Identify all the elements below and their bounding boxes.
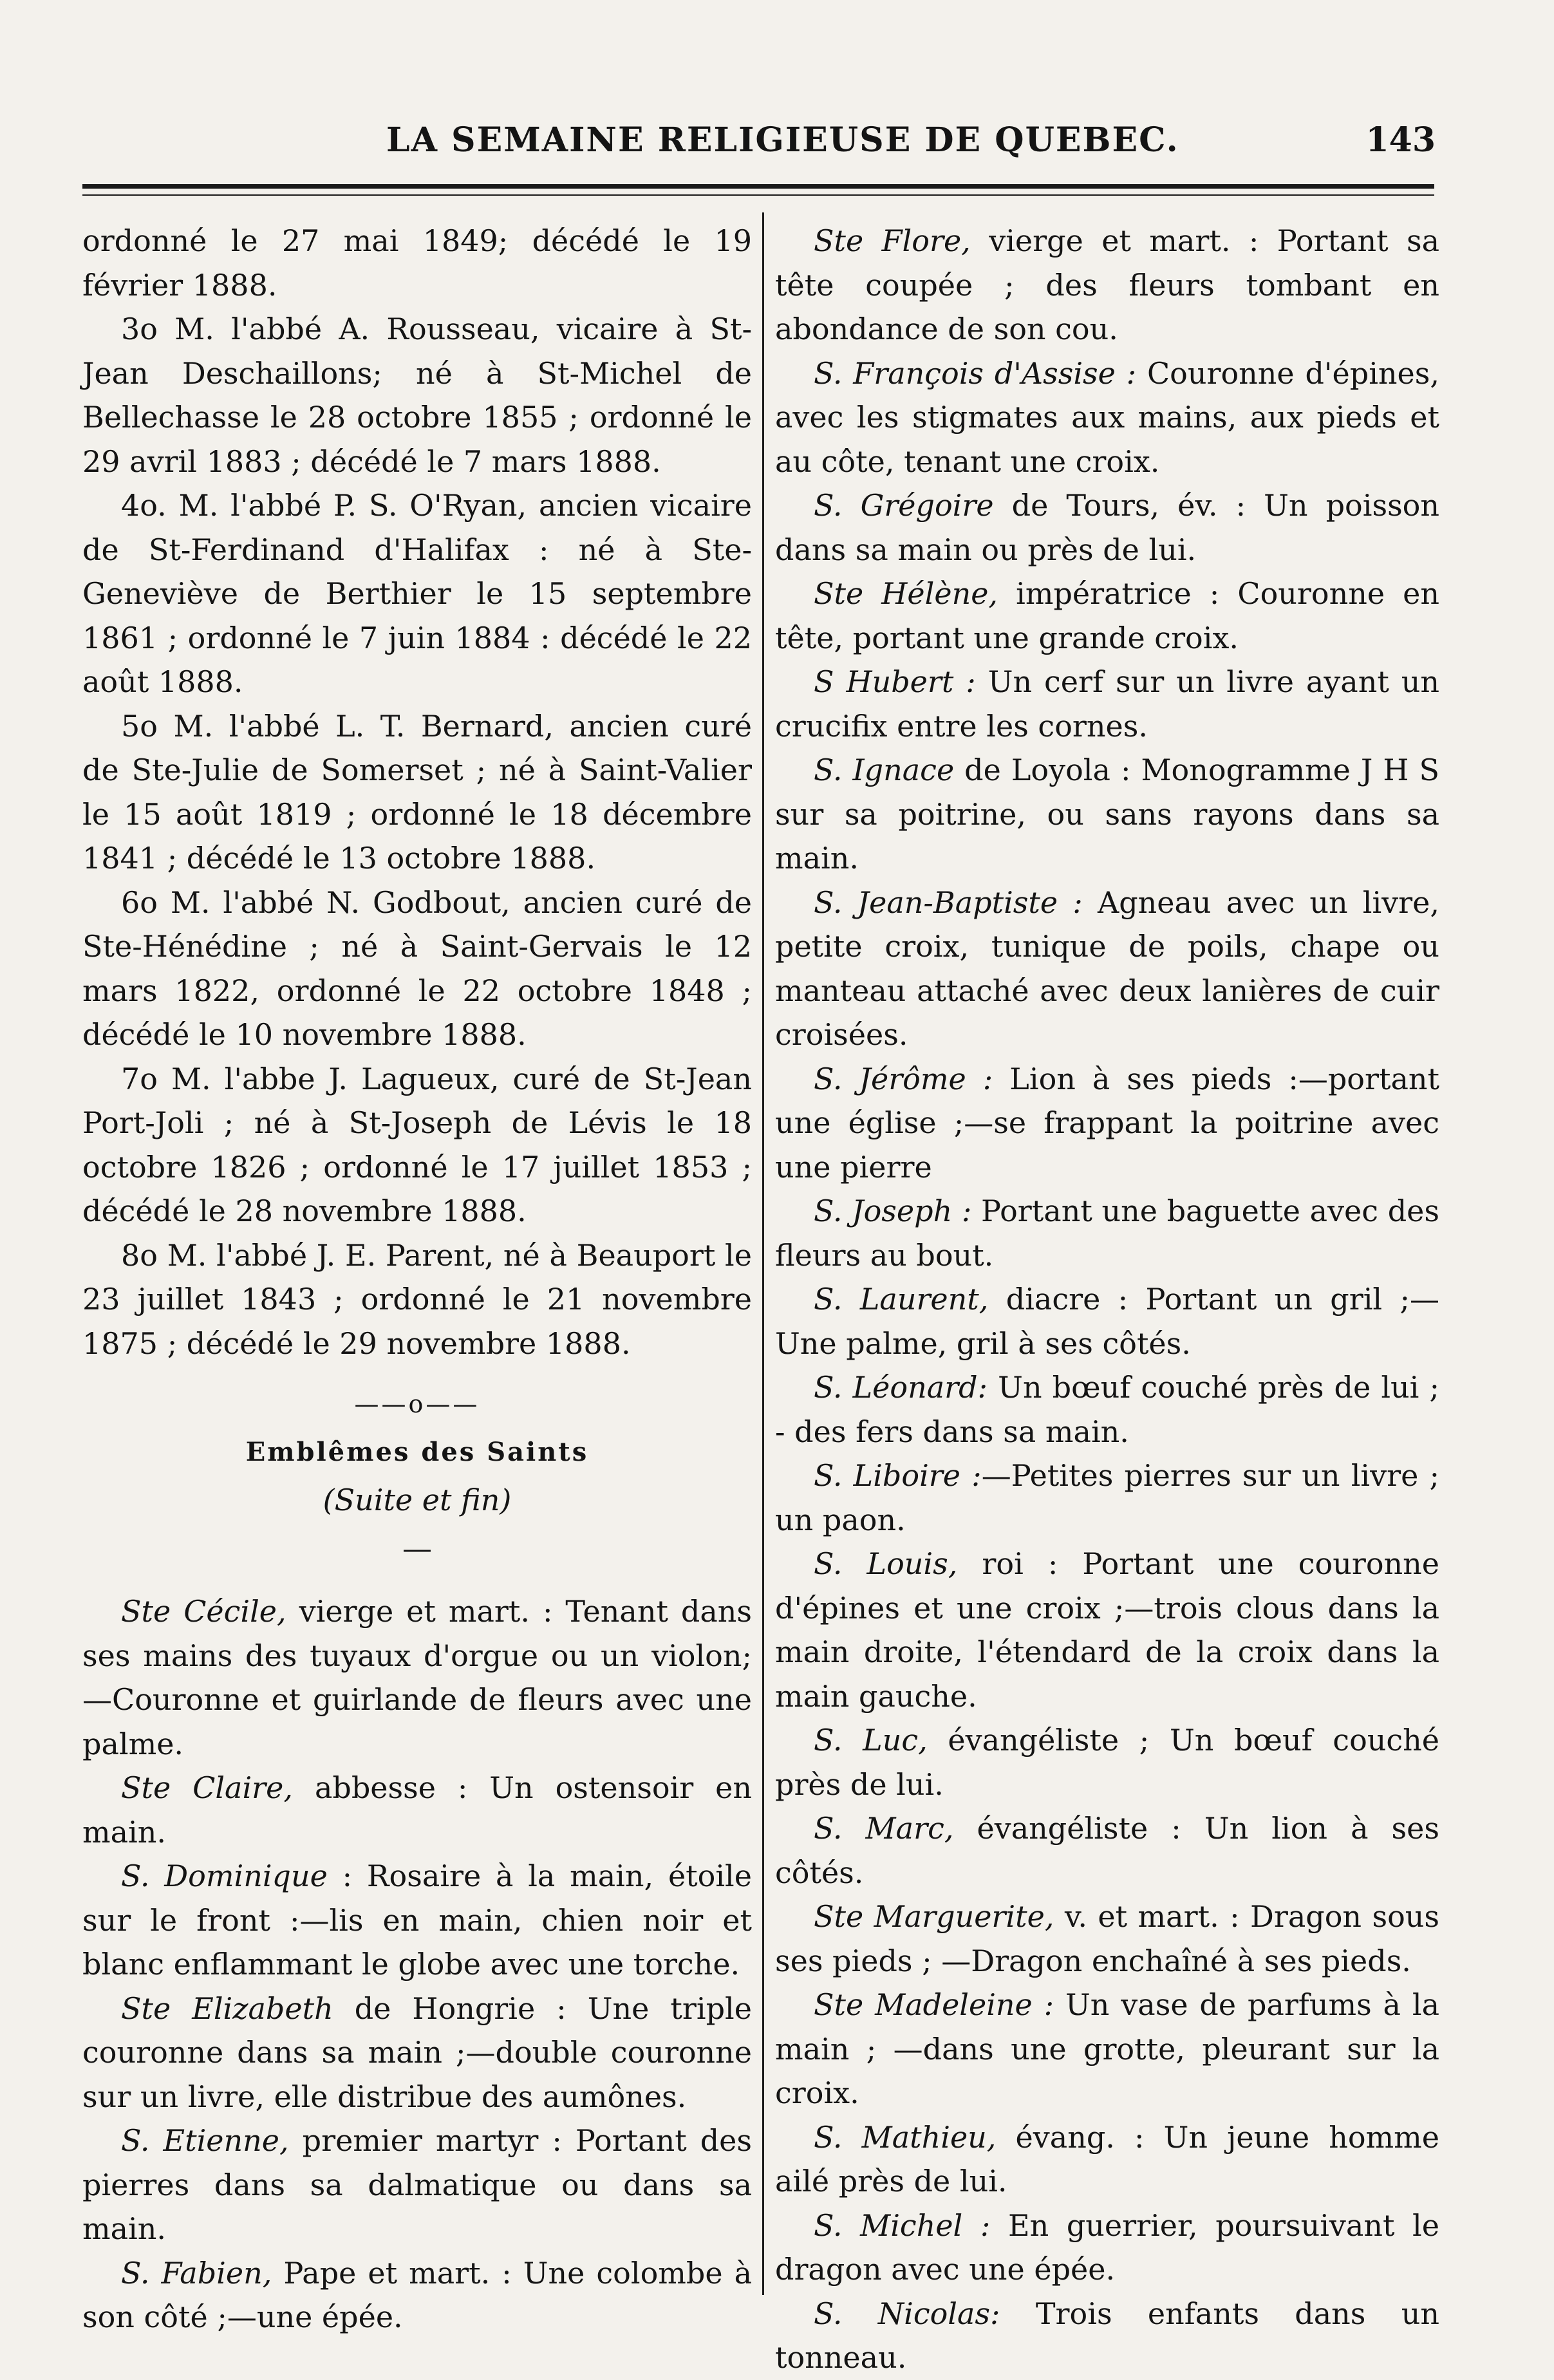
- saint-emblem: v. et mart. : Dragon sous ses pieds ; —Dragon enchaîné à ses pieds.: [775, 1899, 1439, 1978]
- saint-emblem: : Rosaire à la main, étoile sur le front :—lis en main, chien noir et blanc enflammant le globe avec une torche.: [82, 1859, 752, 1982]
- saint-name: S. Mathieu,: [814, 2119, 997, 2155]
- saint-name: Ste Hélène,: [814, 576, 998, 611]
- saint-emblem: impératrice : Couronne en tête, portant une grande croix.: [775, 576, 1439, 655]
- saint-entry: [775, 1983, 1439, 2115]
- saint-entry: [775, 2115, 1439, 2204]
- saint-entry: [775, 660, 1439, 748]
- saint-name: S. Marc,: [814, 1811, 954, 1846]
- saint-name: Ste Cécile,: [121, 1594, 286, 1629]
- saint-name: S. Léonard:: [814, 1370, 988, 1405]
- saint-name: S. Nicolas:: [814, 2296, 1000, 2331]
- saint-entry: [775, 1895, 1439, 1983]
- saint-emblem: En guerrier, poursuivant le dragon avec une épée.: [775, 2207, 1439, 2287]
- saint-name: S. Etienne,: [121, 2123, 289, 2158]
- saint-emblem: Un cerf sur un livre ayant un crucifix entre les cornes.: [775, 664, 1439, 744]
- saint-emblem: premier martyr : Portant des pierres dans sa dalmatique ou dans sa main.: [82, 2123, 753, 2246]
- saint-name: S. Liboire :: [814, 1458, 982, 1493]
- obituary-paragraph: 4o. M. l'abbé P. S. O'Ryan, ancien vicaire de St-Ferdinand d'Halifax : né à Ste-Geneviève de Berthier le 15 septembre 1861 ; ordonné le 7 juin 1884 : décédé le 22 août 1888.: [82, 488, 752, 699]
- saint-name: Ste Flore,: [814, 223, 971, 258]
- saint-entry: [775, 351, 1439, 484]
- saint-entry: [775, 748, 1439, 881]
- page-number: 143: [1365, 120, 1436, 160]
- obituary-paragraph: 5o M. l'abbé L. T. Bernard, ancien curé de Ste-Julie de Somerset ; né à Saint-Valier le 15 août 1819 ; ordonné le 18 décembre 1841 ; décédé le 13 octobre 1888.: [82, 708, 752, 876]
- saint-entry: [82, 1854, 752, 1987]
- saint-entry: [775, 2292, 1439, 2380]
- saint-emblem: de Tours, év. : Un poisson dans sa main ou près de lui.: [775, 488, 1440, 567]
- continuation-paragraph: ordonné le 27 mai 1849; décédé le 19 février 1888.: [82, 223, 752, 303]
- saint-emblem: de Loyola : Monogramme J H S sur sa poitrine, ou sans rayons dans sa main.: [775, 753, 1439, 876]
- left-column: [82, 219, 752, 2339]
- header-rule-thin: [82, 194, 1434, 196]
- header-rule-thick: [82, 184, 1434, 189]
- saint-entry: [775, 1806, 1439, 1895]
- saint-entry: [775, 881, 1439, 1057]
- saint-entry: [775, 219, 1439, 351]
- running-header: [77, 113, 1436, 171]
- saint-emblem: diacre : Portant un gril ;—Une palme, gril à ses côtés.: [775, 1282, 1439, 1361]
- saint-emblem: évangéliste ; Un bœuf couché près de lui.: [775, 1723, 1439, 1802]
- saint-entry: [82, 1766, 752, 1854]
- section-divider: ——o——: [354, 1390, 480, 1418]
- saint-entry: [775, 1189, 1439, 1277]
- saint-emblem: Lion à ses pieds :—portant une église ;—se frappant la poitrine avec une pierre: [775, 1061, 1439, 1185]
- saint-entry: [775, 1057, 1439, 1190]
- saint-emblem: vierge et mart. : Tenant dans ses mains des tuyaux d'orgue ou un violon; —Couronne et guirlande de fleurs avec une palme.: [82, 1594, 753, 1761]
- saint-name: S. Dominique: [121, 1859, 328, 1893]
- saint-entry: [775, 1277, 1439, 1365]
- saint-name: S. François d'Assise :: [814, 355, 1137, 391]
- saint-emblem: —Petites pierres sur un livre ; un paon.: [775, 1458, 1440, 1537]
- saint-entry: [775, 572, 1439, 660]
- saint-name: S. Grégoire: [814, 488, 994, 523]
- saint-entry: [82, 1589, 752, 1766]
- column-divider: [762, 212, 764, 2295]
- saint-name: S. Luc,: [814, 1723, 928, 1757]
- saint-entry: [775, 2204, 1439, 2292]
- saint-name: S. Fabien,: [121, 2255, 272, 2291]
- saint-entry: [82, 2119, 752, 2251]
- saint-name: S. Jean-Baptiste :: [814, 885, 1083, 920]
- obituary-paragraph: 6o M. l'abbé N. Godbout, ancien curé de Ste-Hénédine ; né à Saint-Gervais le 12 mars 1822, ordonné le 22 octobre 1848 ; décédé le 10 novembre 1888.: [82, 885, 752, 1052]
- saint-entry: [82, 2251, 752, 2339]
- saint-emblem: évangéliste : Un lion à ses côtés.: [775, 1811, 1439, 1890]
- saint-entry: [775, 1542, 1439, 1718]
- saint-emblem: Un bœuf couché près de lui ; - des fers dans sa main.: [775, 1370, 1439, 1449]
- saint-emblem: Couronne d'épines, avec les stigmates aux mains, aux pieds et au côte, tenant une croix.: [775, 355, 1439, 479]
- saint-emblem: abbesse : Un ostensoir en main.: [82, 1770, 752, 1850]
- saint-name: S. Joseph :: [814, 1194, 972, 1228]
- saint-emblem: Pape et mart. : Une colombe à son côté ;—une épée.: [82, 2255, 753, 2334]
- obituary-paragraph: 7o M. l'abbe J. Lagueux, curé de St-Jean Port-Joli ; né à St-Joseph de Lévis le 18 octobre 1826 ; ordonné le 17 juillet 1853 ; décédé le 28 novembre 1888.: [82, 1061, 752, 1228]
- obituary-paragraph: 3o M. l'abbé A. Rousseau, vicaire à St-Jean Deschaillons; né à St-Michel de Bellechasse le 28 octobre 1855 ; ordonné le 29 avril 1883 ; décédé le 7 mars 1888.: [82, 312, 752, 479]
- saint-emblem: de Hongrie : Une triple couronne dans sa main ;—double couronne sur un livre, elle distribue des aumônes.: [82, 1991, 752, 2114]
- saint-entry: [82, 1987, 752, 2119]
- saint-name: S. Ignace: [814, 753, 955, 787]
- saint-emblem: Portant une baguette avec des fleurs au bout.: [775, 1194, 1439, 1273]
- saint-emblem: Trois enfants dans un tonneau.: [775, 2296, 1439, 2375]
- saint-emblem: vierge et mart. : Portant sa tête coupée ; des fleurs tombant en abondance de son cou.: [775, 223, 1440, 346]
- saint-name: Ste Claire,: [121, 1770, 294, 1805]
- saint-entry: [775, 483, 1439, 572]
- saint-entry: [775, 1718, 1439, 1806]
- saint-emblem: évang. : Un jeune homme ailé près de lui.: [775, 2119, 1439, 2198]
- saint-emblem: Agneau avec un livre, petite croix, tunique de poils, chape ou manteau attaché avec deux lanières de cuir croisées.: [775, 885, 1440, 1052]
- saint-name: S Hubert :: [814, 664, 976, 699]
- journal-title: LA SEMAINE RELIGIEUSE DE QUEBEC.: [386, 120, 1179, 160]
- saint-name: Ste Elizabeth: [121, 1991, 333, 2026]
- saint-name: S. Laurent,: [814, 1282, 989, 1316]
- section-subtitle: (Suite et fin): [323, 1483, 512, 1517]
- obituary-paragraph: 8o M. l'abbé J. E. Parent, né à Beauport le 23 juillet 1843 ; ordonné le 21 novembre 1875 ; décédé le 29 novembre 1888.: [82, 1237, 752, 1361]
- right-column: [775, 219, 1439, 2380]
- saint-entry: [775, 1454, 1439, 1542]
- saint-name: S. Jérôme :: [814, 1061, 993, 1096]
- section-dash: —: [402, 1530, 432, 1566]
- saint-name: Ste Madeleine :: [814, 1987, 1054, 2022]
- saint-emblem: roi : Portant une couronne d'épines et une croix ;—trois clous dans la main droite, l'étendard de la croix dans la main gauche.: [775, 1546, 1439, 1714]
- saint-name: S. Michel :: [814, 2207, 991, 2243]
- saint-name: S. Louis,: [814, 1546, 958, 1581]
- saint-name: Ste Marguerite,: [814, 1899, 1054, 1934]
- saint-entry: [775, 1365, 1439, 1454]
- section-title: Emblêmes des Saints: [245, 1436, 589, 1467]
- saint-emblem: Un vase de parfums à la main ; —dans une grotte, pleurant sur la croix.: [775, 1987, 1439, 2110]
